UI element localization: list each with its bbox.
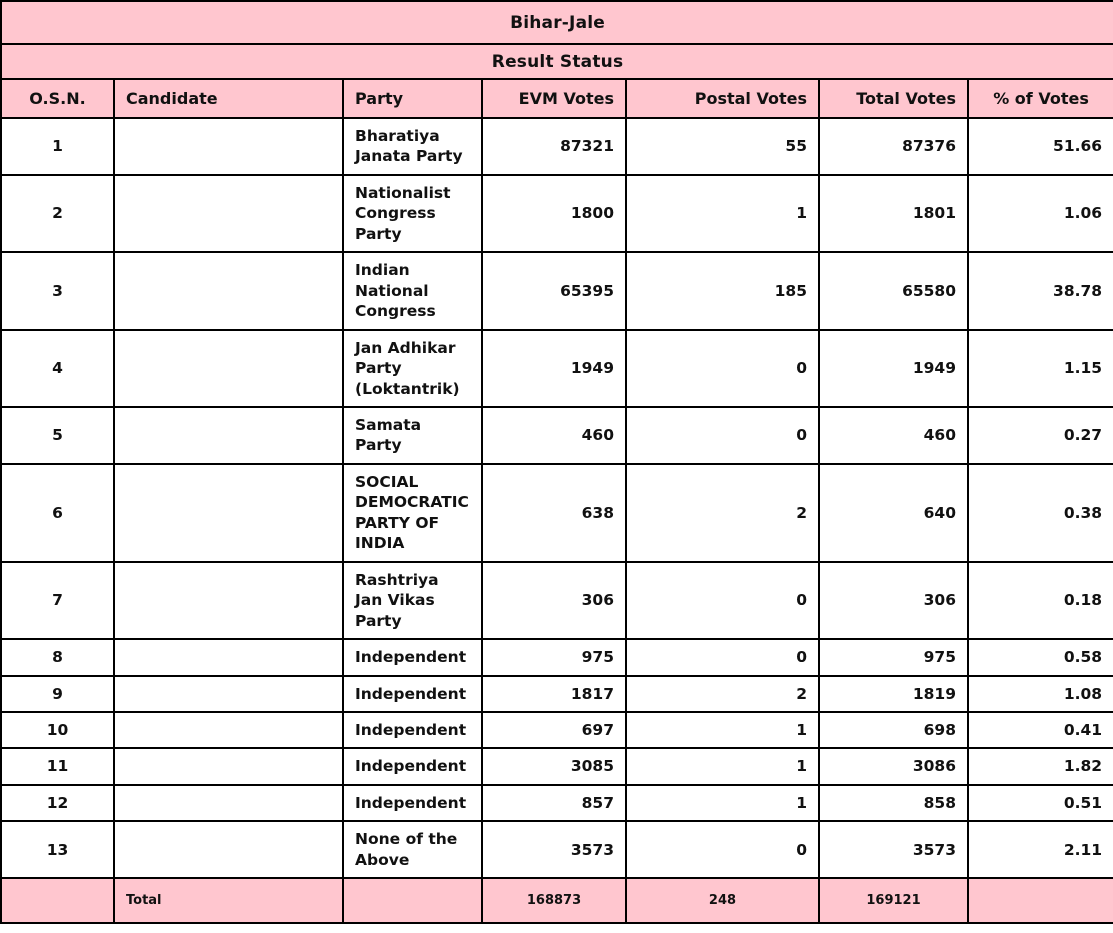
total-votes-cell: 3573	[819, 821, 968, 878]
postal-votes-cell: 0	[626, 330, 819, 407]
candidate-name-cell	[114, 785, 343, 821]
party-name-cell: Independent	[343, 785, 482, 821]
total-votes-cell: 640	[819, 464, 968, 562]
percent-votes-cell: 2.11	[968, 821, 1113, 878]
total-postal-votes: 248	[626, 878, 819, 923]
candidate-name-cell	[114, 639, 343, 675]
table-row	[1, 712, 1113, 748]
table-row	[1, 748, 1113, 784]
total-label: Total	[114, 878, 343, 923]
evm-votes-cell: 460	[482, 407, 626, 464]
party-name-cell: Independent	[343, 639, 482, 675]
total-votes-cell: 65580	[819, 252, 968, 329]
table-row	[1, 330, 1113, 407]
percent-votes-cell: 0.51	[968, 785, 1113, 821]
percent-votes-cell: 0.18	[968, 562, 1113, 639]
percent-votes-cell: 1.08	[968, 676, 1113, 712]
postal-votes-cell: 0	[626, 562, 819, 639]
total-osn-cell	[1, 878, 114, 923]
postal-votes-cell: 2	[626, 464, 819, 562]
total-votes-cell: 460	[819, 407, 968, 464]
evm-votes-cell: 87321	[482, 118, 626, 175]
constituency-title: Bihar-Jale	[1, 1, 1113, 44]
title-banner-row	[1, 1, 1113, 44]
evm-votes-cell: 1800	[482, 175, 626, 252]
evm-votes-cell: 975	[482, 639, 626, 675]
total-party-cell	[343, 878, 482, 923]
total-percent-cell	[968, 878, 1113, 923]
postal-votes-cell: 1	[626, 785, 819, 821]
candidate-name-cell	[114, 464, 343, 562]
percent-votes-cell: 51.66	[968, 118, 1113, 175]
candidate-name-cell	[114, 821, 343, 878]
column-header-candidate: Candidate	[114, 79, 343, 118]
party-name-cell: Independent	[343, 748, 482, 784]
evm-votes-cell: 697	[482, 712, 626, 748]
postal-votes-cell: 0	[626, 821, 819, 878]
party-name-cell: Rashtriya Jan Vikas Party	[343, 562, 482, 639]
table-row	[1, 464, 1113, 562]
serial-number-cell: 13	[1, 821, 114, 878]
percent-votes-cell: 1.82	[968, 748, 1113, 784]
candidate-name-cell	[114, 562, 343, 639]
column-header-postal-votes: Postal Votes	[626, 79, 819, 118]
postal-votes-cell: 185	[626, 252, 819, 329]
column-header-total-votes: Total Votes	[819, 79, 968, 118]
serial-number-cell: 10	[1, 712, 114, 748]
serial-number-cell: 12	[1, 785, 114, 821]
percent-votes-cell: 0.58	[968, 639, 1113, 675]
total-votes-cell: 1949	[819, 330, 968, 407]
total-votes-cell: 975	[819, 639, 968, 675]
evm-votes-cell: 857	[482, 785, 626, 821]
evm-votes-cell: 306	[482, 562, 626, 639]
result-status-subtitle: Result Status	[1, 44, 1113, 79]
serial-number-cell: 4	[1, 330, 114, 407]
table-row	[1, 407, 1113, 464]
table-row	[1, 562, 1113, 639]
evm-votes-cell: 65395	[482, 252, 626, 329]
candidate-name-cell	[114, 712, 343, 748]
evm-votes-cell: 3573	[482, 821, 626, 878]
party-name-cell: Independent	[343, 712, 482, 748]
evm-votes-cell: 1817	[482, 676, 626, 712]
postal-votes-cell: 0	[626, 407, 819, 464]
postal-votes-cell: 55	[626, 118, 819, 175]
total-votes-cell: 698	[819, 712, 968, 748]
evm-votes-cell: 3085	[482, 748, 626, 784]
serial-number-cell: 5	[1, 407, 114, 464]
total-total-votes: 169121	[819, 878, 968, 923]
percent-votes-cell: 1.15	[968, 330, 1113, 407]
candidate-name-cell	[114, 676, 343, 712]
column-header-party: Party	[343, 79, 482, 118]
table-body	[1, 118, 1113, 878]
subtitle-banner-row	[1, 44, 1113, 79]
table-row	[1, 821, 1113, 878]
candidate-name-cell	[114, 175, 343, 252]
table-footer	[1, 878, 1113, 923]
postal-votes-cell: 2	[626, 676, 819, 712]
table-row	[1, 676, 1113, 712]
serial-number-cell: 2	[1, 175, 114, 252]
percent-votes-cell: 0.27	[968, 407, 1113, 464]
percent-votes-cell: 38.78	[968, 252, 1113, 329]
total-votes-cell: 1801	[819, 175, 968, 252]
party-name-cell: Bharatiya Janata Party	[343, 118, 482, 175]
candidate-name-cell	[114, 252, 343, 329]
percent-votes-cell: 1.06	[968, 175, 1113, 252]
table-row	[1, 175, 1113, 252]
candidate-name-cell	[114, 407, 343, 464]
total-votes-cell: 1819	[819, 676, 968, 712]
total-votes-cell: 3086	[819, 748, 968, 784]
evm-votes-cell: 1949	[482, 330, 626, 407]
total-votes-cell: 858	[819, 785, 968, 821]
total-evm-votes: 168873	[482, 878, 626, 923]
total-votes-cell: 306	[819, 562, 968, 639]
party-name-cell: Nationalist Congress Party	[343, 175, 482, 252]
table-row	[1, 118, 1113, 175]
table-row	[1, 785, 1113, 821]
column-header-osn: O.S.N.	[1, 79, 114, 118]
party-name-cell: Jan Adhikar Party (Loktantrik)	[343, 330, 482, 407]
party-name-cell: Independent	[343, 676, 482, 712]
percent-votes-cell: 0.38	[968, 464, 1113, 562]
table-row	[1, 252, 1113, 329]
serial-number-cell: 6	[1, 464, 114, 562]
percent-votes-cell: 0.41	[968, 712, 1113, 748]
candidate-name-cell	[114, 118, 343, 175]
candidate-name-cell	[114, 748, 343, 784]
serial-number-cell: 11	[1, 748, 114, 784]
serial-number-cell: 1	[1, 118, 114, 175]
serial-number-cell: 7	[1, 562, 114, 639]
postal-votes-cell: 0	[626, 639, 819, 675]
column-header-row	[1, 79, 1113, 118]
table-row	[1, 639, 1113, 675]
serial-number-cell: 3	[1, 252, 114, 329]
party-name-cell: Indian National Congress	[343, 252, 482, 329]
party-name-cell: SOCIAL DEMOCRATIC PARTY OF INDIA	[343, 464, 482, 562]
evm-votes-cell: 638	[482, 464, 626, 562]
party-name-cell: Samata Party	[343, 407, 482, 464]
total-row	[1, 878, 1113, 923]
serial-number-cell: 9	[1, 676, 114, 712]
column-header-percent-votes: % of Votes	[968, 79, 1113, 118]
party-name-cell: None of the Above	[343, 821, 482, 878]
postal-votes-cell: 1	[626, 748, 819, 784]
postal-votes-cell: 1	[626, 175, 819, 252]
column-header-evm-votes: EVM Votes	[482, 79, 626, 118]
postal-votes-cell: 1	[626, 712, 819, 748]
candidate-name-cell	[114, 330, 343, 407]
serial-number-cell: 8	[1, 639, 114, 675]
table-header	[1, 1, 1113, 118]
total-votes-cell: 87376	[819, 118, 968, 175]
